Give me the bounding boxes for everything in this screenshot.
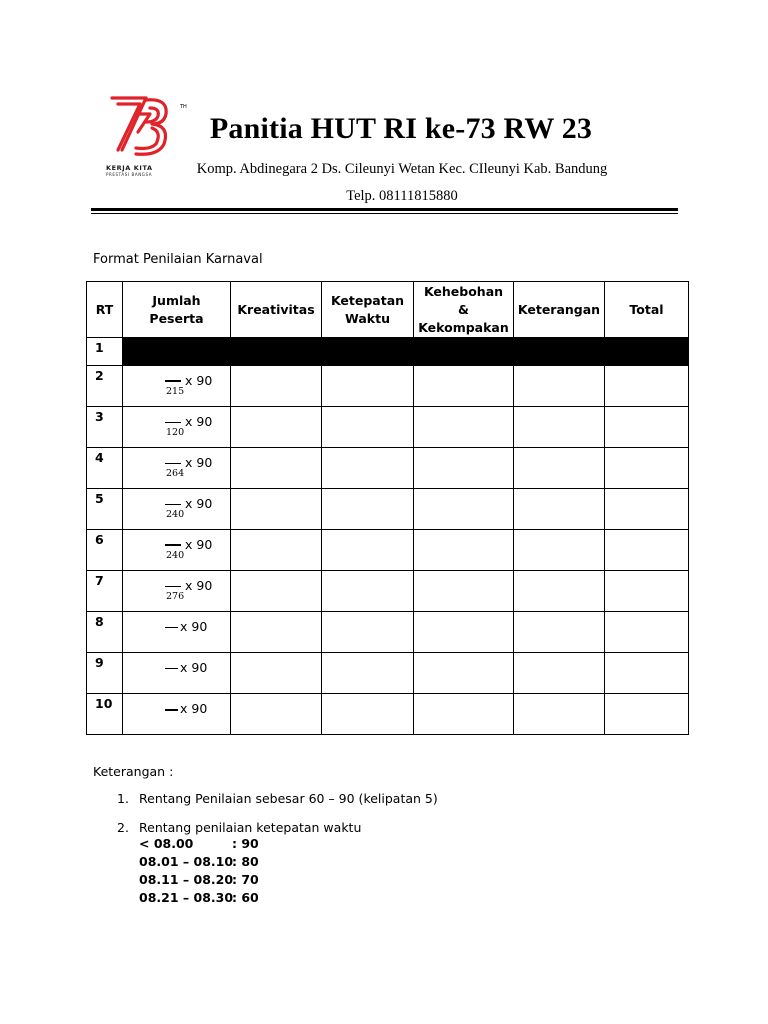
note-number: 2. (117, 820, 129, 835)
table-row-rt10 (87, 694, 689, 735)
rt-number: 6 (95, 532, 104, 547)
note-text: Rentang Penilaian sebesar 60 – 90 (kelipatan 5) (139, 791, 438, 806)
fraction-multiplier: x 90 (185, 455, 213, 470)
keterangan-cell[interactable] (514, 612, 605, 653)
table-row-rt1 (87, 338, 689, 366)
table-row-rt5 (87, 489, 689, 530)
blacked-out-cell (322, 338, 414, 366)
total-cell[interactable] (605, 407, 689, 448)
kehebohan-cell[interactable] (414, 407, 514, 448)
ketepatan-cell[interactable] (322, 366, 414, 407)
kehebohan-cell[interactable] (414, 530, 514, 571)
form-title: Format Penilaian Karnaval (93, 252, 263, 267)
jumlah-peserta-cell (123, 530, 231, 571)
rt-number: 10 (95, 696, 113, 711)
note-text: Rentang penilaian ketepatan waktu (139, 820, 362, 835)
letterhead-title: Panitia HUT RI ke-73 RW 23 (209, 112, 593, 145)
letterhead-divider-thin (91, 213, 678, 214)
table-row-rt8 (87, 612, 689, 653)
fraction-bar (165, 504, 181, 505)
blacked-out-cell (123, 338, 231, 366)
fraction-denominator: 264 (166, 468, 185, 479)
rt-cell (87, 653, 123, 694)
participant-fraction (123, 612, 230, 652)
keterangan-cell[interactable] (514, 448, 605, 489)
ketepatan-cell[interactable] (322, 694, 414, 735)
table-row-rt3 (87, 407, 689, 448)
fraction-denominator: 215 (166, 386, 185, 397)
total-cell[interactable] (605, 448, 689, 489)
rt-cell (87, 571, 123, 612)
letterhead-phone: Telp. 08111815880 (346, 188, 458, 204)
kehebohan-cell[interactable] (414, 694, 514, 735)
rt-cell (87, 338, 123, 366)
ketepatan-cell[interactable] (322, 530, 414, 571)
kreativitas-cell[interactable] (231, 694, 322, 735)
kreativitas-cell[interactable] (231, 407, 322, 448)
table-header-row (87, 282, 689, 338)
fraction-multiplier: x 90 (185, 373, 213, 388)
scoring-table (86, 281, 689, 735)
keterangan-cell[interactable] (514, 571, 605, 612)
keterangan-cell[interactable] (514, 530, 605, 571)
rt-number: 5 (95, 491, 104, 506)
total-cell[interactable] (605, 489, 689, 530)
header-rt: RT (87, 282, 123, 338)
letterhead-divider-thick (91, 208, 678, 211)
kreativitas-cell[interactable] (231, 653, 322, 694)
table-row-rt7 (87, 571, 689, 612)
kehebohan-cell[interactable] (414, 448, 514, 489)
keterangan-cell[interactable] (514, 653, 605, 694)
ketepatan-cell[interactable] (322, 612, 414, 653)
rt-cell (87, 612, 123, 653)
total-cell[interactable] (605, 612, 689, 653)
kehebohan-cell[interactable] (414, 612, 514, 653)
header-ketepatan-line1: Ketepatan (330, 292, 405, 308)
header-jumlah-peserta (123, 282, 231, 338)
rt-number: 4 (95, 450, 104, 465)
header-ketepatan-waktu (322, 282, 414, 338)
logo-trademark: TH (180, 104, 187, 110)
fraction-multiplier: x 90 (180, 619, 208, 634)
logo-subline: PRESTASI BANGSA (106, 172, 153, 177)
header-ketepatan-line2: Waktu (345, 310, 390, 326)
fraction-multiplier: x 90 (180, 701, 208, 716)
table-row-rt6 (87, 530, 689, 571)
kreativitas-cell[interactable] (231, 366, 322, 407)
header-jumlah-line1: Jumlah (152, 292, 201, 308)
header-keterangan: Keterangan (514, 282, 605, 338)
time-range: 08.21 – 08.30 (139, 890, 234, 905)
fraction-bar (165, 463, 181, 464)
header-jumlah-line2: Peserta (149, 310, 204, 326)
kehebohan-cell[interactable] (414, 653, 514, 694)
kehebohan-cell[interactable] (414, 489, 514, 530)
total-cell[interactable] (605, 530, 689, 571)
fraction-denominator: 240 (166, 550, 185, 561)
fraction-multiplier: x 90 (185, 496, 213, 511)
rt-number: 2 (95, 368, 104, 383)
header-kehebohan-line1: Kehebohan (423, 283, 504, 299)
blacked-out-cell (514, 338, 605, 366)
rt-number: 7 (95, 573, 104, 588)
jumlah-peserta-cell (123, 653, 231, 694)
kreativitas-cell[interactable] (231, 489, 322, 530)
letterhead-address: Komp. Abdinegara 2 Ds. Cileunyi Wetan Kec. CIleunyi Kab. Bandung (196, 161, 608, 177)
jumlah-peserta-cell (123, 612, 231, 653)
kreativitas-cell[interactable] (231, 530, 322, 571)
total-cell[interactable] (605, 694, 689, 735)
notes-heading: Keterangan : (93, 764, 174, 779)
rt-cell (87, 366, 123, 407)
participant-fraction (123, 653, 230, 693)
rt-cell (87, 530, 123, 571)
header-kehebohan-line2: & (458, 301, 469, 317)
jumlah-peserta-cell (123, 366, 231, 407)
header-kehebohan-line3: Kekompakan (418, 319, 509, 335)
time-score: : 70 (232, 872, 259, 887)
keterangan-cell[interactable] (514, 366, 605, 407)
fraction-bar (165, 422, 181, 423)
kreativitas-cell[interactable] (231, 448, 322, 489)
rt-number: 9 (95, 655, 104, 670)
rt-cell (87, 489, 123, 530)
kreativitas-cell[interactable] (231, 571, 322, 612)
fraction-bar (165, 668, 178, 669)
fraction-denominator: 276 (166, 591, 185, 602)
ketepatan-cell[interactable] (322, 448, 414, 489)
table-row-rt9 (87, 653, 689, 694)
ketepatan-cell[interactable] (322, 489, 414, 530)
time-range: 08.11 – 08.20 (139, 872, 234, 887)
participant-fraction (123, 694, 230, 734)
fraction-multiplier: x 90 (185, 414, 213, 429)
participant-fraction (123, 571, 230, 611)
time-range: < 08.00 (139, 836, 194, 851)
ketepatan-cell[interactable] (322, 571, 414, 612)
logo-tagline: KERJA KITA (106, 164, 153, 172)
fraction-bar (165, 709, 178, 711)
total-cell[interactable] (605, 366, 689, 407)
total-cell[interactable] (605, 571, 689, 612)
participant-fraction (123, 366, 230, 406)
jumlah-peserta-cell (123, 407, 231, 448)
rt-number: 8 (95, 614, 104, 629)
blacked-out-cell (231, 338, 322, 366)
table-row-rt2 (87, 366, 689, 407)
fraction-multiplier: x 90 (185, 578, 213, 593)
header-total: Total (605, 282, 689, 338)
fraction-bar (165, 544, 181, 546)
jumlah-peserta-cell (123, 571, 231, 612)
ketepatan-cell[interactable] (322, 407, 414, 448)
fraction-bar (165, 380, 181, 382)
fraction-bar (165, 586, 181, 587)
time-score: : 80 (232, 854, 259, 869)
time-score: : 90 (232, 836, 259, 851)
participant-fraction (123, 448, 230, 488)
kreativitas-cell[interactable] (231, 612, 322, 653)
rt-number: 1 (95, 340, 104, 355)
jumlah-peserta-cell (123, 489, 231, 530)
rt-number: 3 (95, 409, 104, 424)
participant-fraction (123, 407, 230, 447)
fraction-denominator: 120 (166, 427, 185, 438)
fraction-denominator: 240 (166, 509, 185, 520)
note-number: 1. (117, 791, 129, 806)
time-range: 08.01 – 08.10 (139, 854, 234, 869)
participant-fraction (123, 489, 230, 529)
fraction-bar (165, 627, 178, 628)
table-row-rt4 (87, 448, 689, 489)
blacked-out-cell (605, 338, 689, 366)
rt-cell (87, 694, 123, 735)
ketepatan-cell[interactable] (322, 653, 414, 694)
jumlah-peserta-cell (123, 448, 231, 489)
kehebohan-cell[interactable] (414, 366, 514, 407)
header-kreativitas: Kreativitas (231, 282, 322, 338)
header-kehebohan-kekompakan (414, 282, 514, 338)
kehebohan-cell[interactable] (414, 571, 514, 612)
blacked-out-cell (414, 338, 514, 366)
rt-cell (87, 407, 123, 448)
jumlah-peserta-cell (123, 694, 231, 735)
keterangan-cell[interactable] (514, 489, 605, 530)
total-cell[interactable] (605, 653, 689, 694)
keterangan-cell[interactable] (514, 694, 605, 735)
fraction-multiplier: x 90 (180, 660, 208, 675)
keterangan-cell[interactable] (514, 407, 605, 448)
fraction-multiplier: x 90 (185, 537, 213, 552)
participant-fraction (123, 530, 230, 570)
rt-cell (87, 448, 123, 489)
time-score: : 60 (232, 890, 259, 905)
